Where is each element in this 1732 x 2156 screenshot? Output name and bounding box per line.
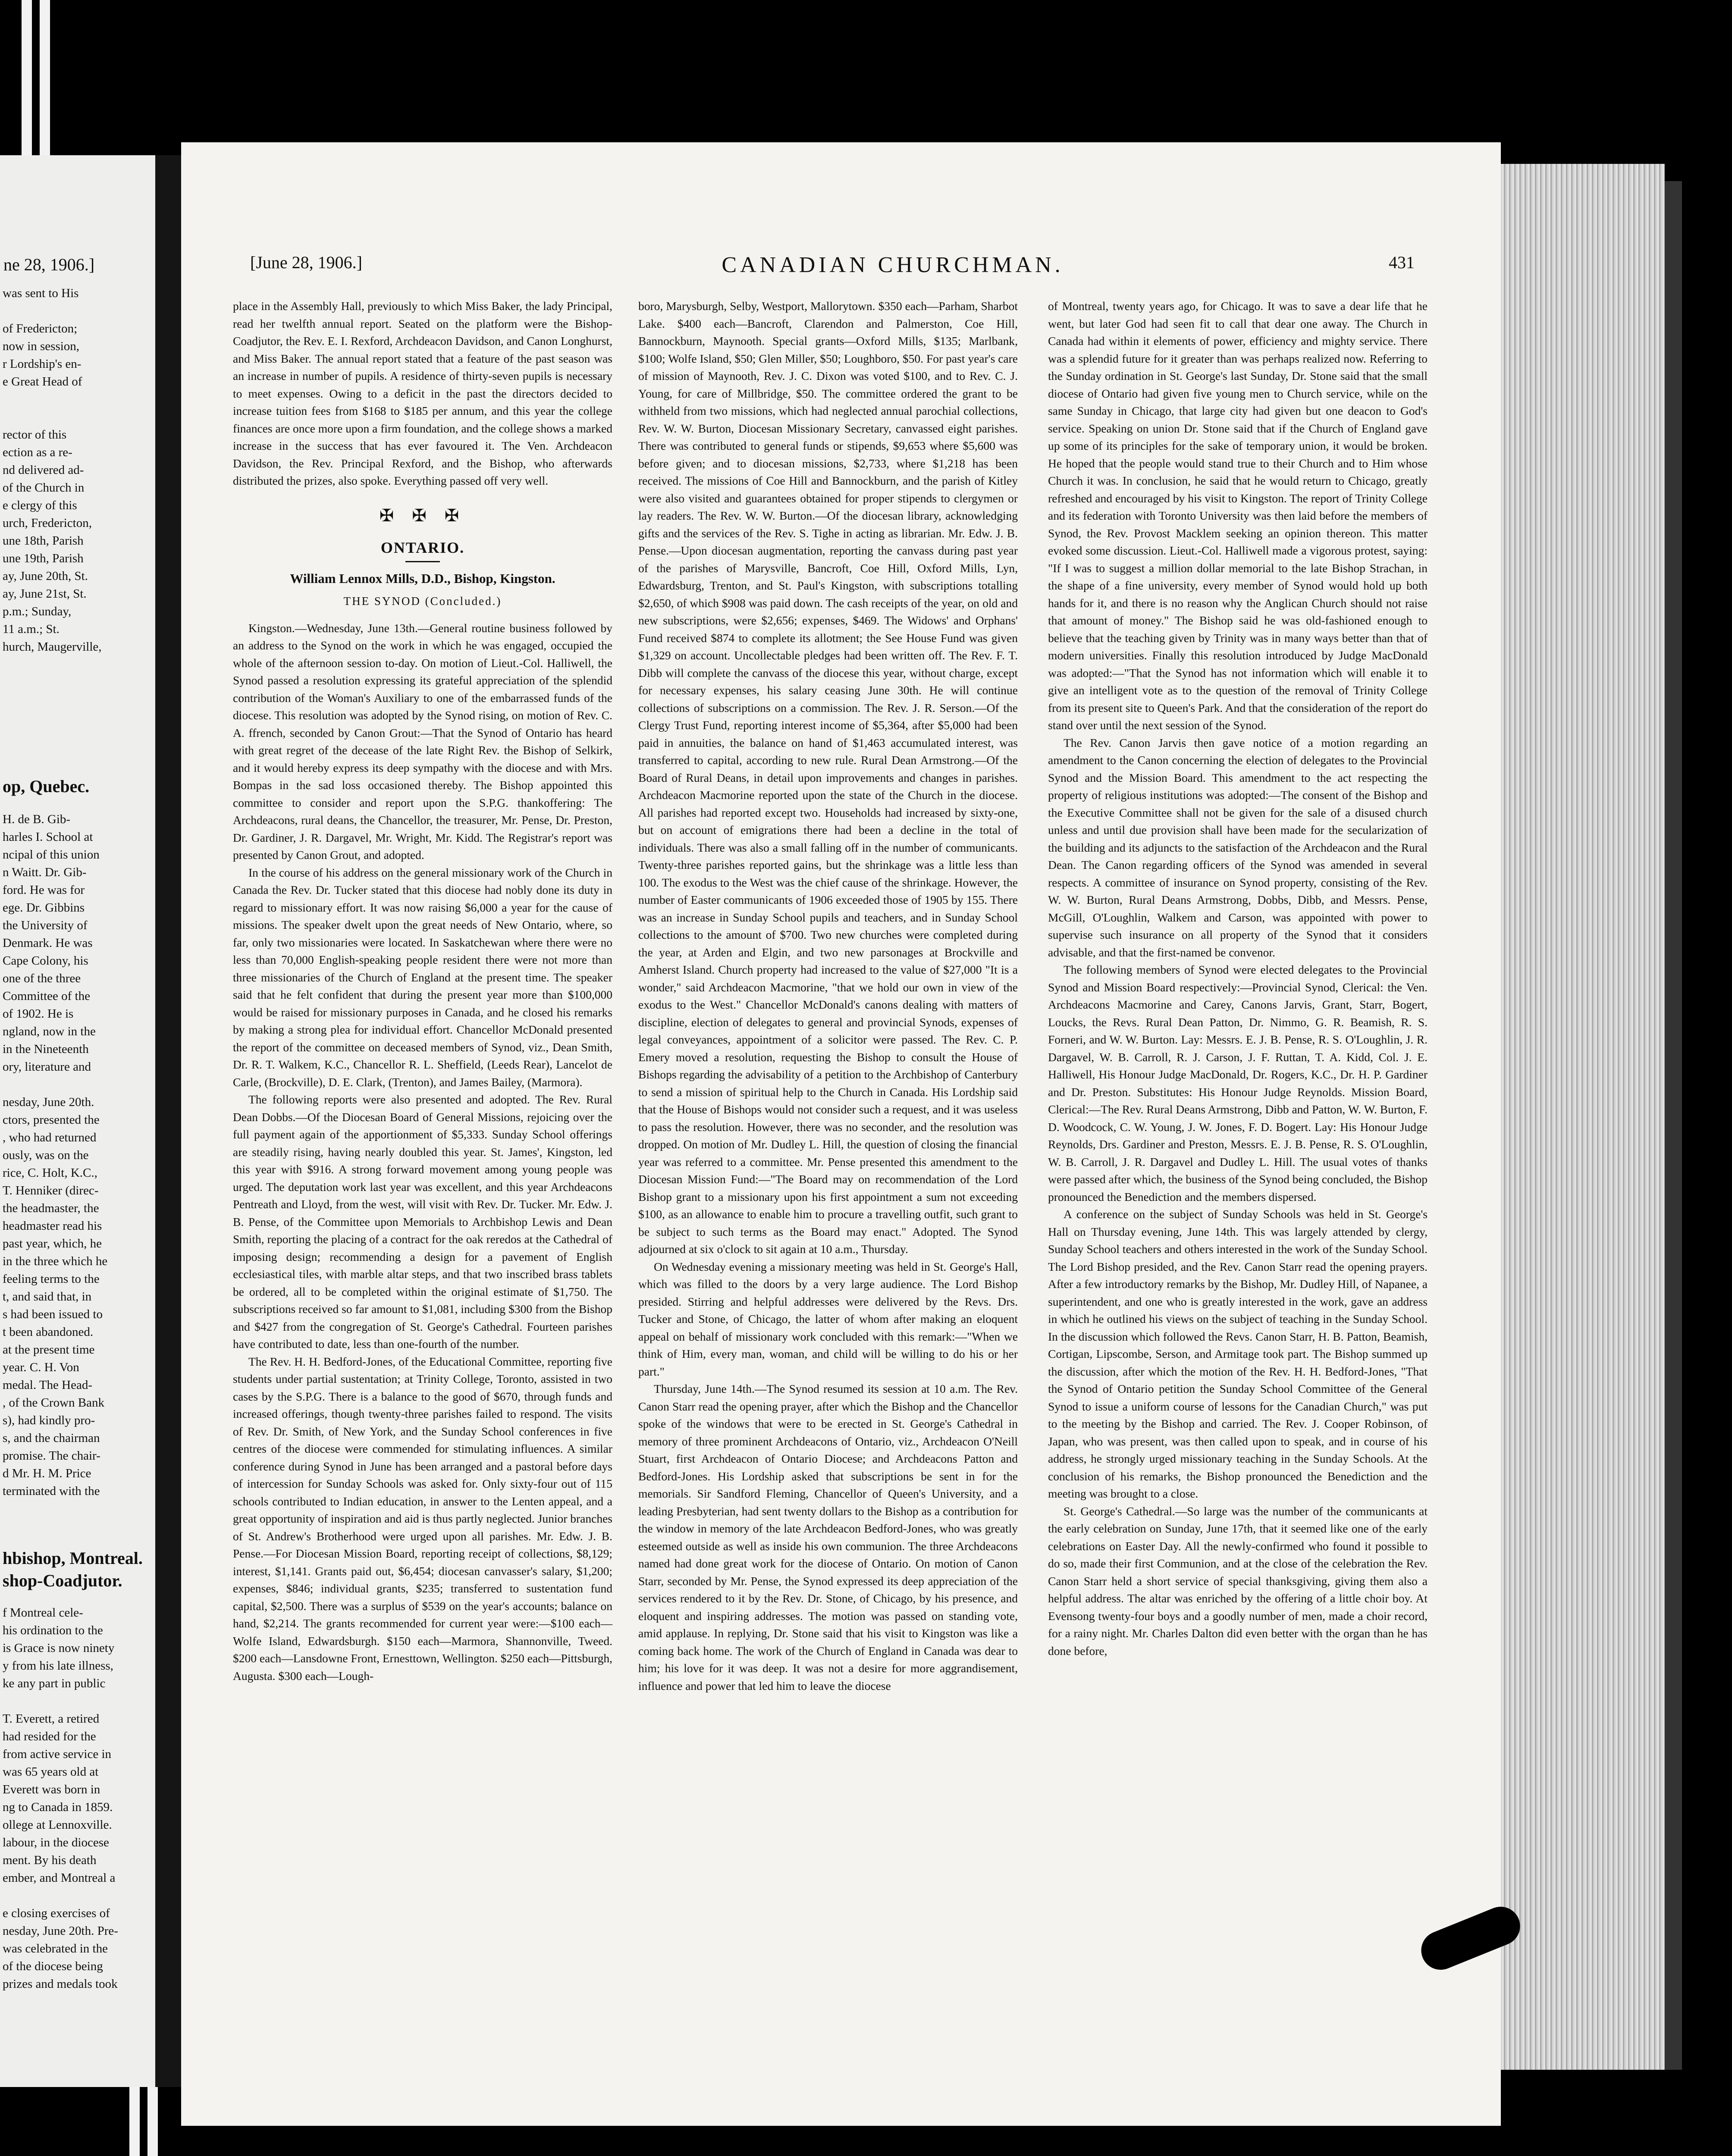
facing-page-line: ollege at Lennoxville. <box>3 1818 112 1832</box>
facing-page-line: prizes and medals took <box>3 1977 118 1991</box>
facing-page-line: hurch, Maugerville, <box>3 640 102 654</box>
facing-page-line: une 18th, Parish <box>3 534 84 548</box>
facing-page-line: year. C. H. Von <box>3 1360 79 1374</box>
facing-page-header: ne 28, 1906.] <box>3 255 95 274</box>
facing-page-line: one of the three <box>3 971 81 985</box>
facing-page-line: was 65 years old at <box>3 1765 99 1779</box>
book-page-edges <box>1501 164 1665 2070</box>
article-paragraph: Kingston.—Wednesday, June 13th.—General routine business followed by an address to the Synod on the work in which he was engaged, occupied the whole of the afternoon session to-day. On motion of Lieut.-Col. Halliwell, the Synod passed a resolution expressing its grateful appreciation of the splendid contribution of the Woman's Auxiliary to one of the embarrassed funds of the diocese. This resolution was adopted by the Synod rising, on motion of Rev. C. A. ffrench, seconded by Canon Grout:—That the Synod of Ontario has heard with great regret of the decease of the late Right Rev. the Bishop of Selkirk, and it would hereby express its deep sympathy with the diocese and with Mrs. Bompas in the sad loss occasioned thereby. The Bishop appointed this committee to consider and report upon the S.P.G. thankoffering: The Archdeacons, rural deans, the Chancellor, the treasurer, Mr. Pense, Dr. Preston, Dr. Gardiner, J. R. Dargavel, Mr. Wright, Mr. Kidd. The Registrar's report was presented by Canon Grout, and adopted. <box>233 621 612 862</box>
section-heading-ontario: ONTARIO. <box>380 539 465 556</box>
facing-page-line: 11 a.m.; St. <box>3 622 60 636</box>
article-paragraph: The following reports were also presented and adopted. The Rev. Rural Dean Dobbs.—Of the Diocesan Board of General Missions, rejoicing over the full payment again of the apportionment of $5,333. Sunday School offerings are steadily rising, having nearly doubled this year. St. James', Kingston, led this year with $916. A strong forward movement among young people was urged. The deputation work last year was excellent, and this year Archdeacons Pentreath and Lloyd, from the west, will visit with Rev. Dr. Tucker. Mr. Edw. J. B. Pense, of the Committee upon Memorials to Archbishop Lewis and Dean Smith, reporting the placing of a contract for the oak reredos at the Cathedral of imposing design; recommending a design for a pavement of English ecclesiastical tiles, with marble altar steps, and that two inscribed brass tablets be ordered, all to be completed within the original estimate of $1,750. The subscriptions received so far amount to $1,081, including $300 from the Bishop and $427 from the congregation of St. George's Cathedral. Fourteen parishes have contributed to date, less than one-fourth of the number. <box>233 1093 612 1351</box>
facing-page-line: e Great Head of <box>3 375 82 389</box>
facing-page-line: s had been issued to <box>3 1307 103 1321</box>
facing-page-line: rice, C. Holt, K.C., <box>3 1166 97 1180</box>
facing-page-line: y from his late illness, <box>3 1659 113 1673</box>
article-paragraph: A conference on the subject of Sunday Schools was held in St. George's Hall on Thursday evening, June 14th. This was largely attended by clergy, Sunday School teachers and others interested in the work of the Sunday School. The Lord Bishop presided, and the Rev. Canon Starr read the opening prayers. After a few introductory remarks by the Bishop, Mr. Dudley Hill, of Napanee, a superintendent, and one who is greatly interested in the work, gave an address in which he outlined his views on the subject of teaching in the Sunday School. In the discussion which followed the Revs. Canon Starr, H. B. Patton, Beamish, Cortigan, Lipscombe, Serson, and Armitage took part. The Bishop summed up the discussion, after which the motion of the Rev. H. H. Bedford-Jones, "That the Synod of Ontario petition the Sunday School Committee of the General Synod to issue a uniform course of lessons for the Canadian Church," was put to the meeting by the Bishop and carried. The Rev. J. Cooper Robinson, of Japan, who was present, was then called upon to speak, and in course of his address, he strongly urged missionary teaching in the Sunday Schools. At the conclusion of his remarks, the Bishop pronounced the Benediction and the meeting was brought to a close. <box>1048 1207 1428 1500</box>
article-paragraph: The Rev. H. H. Bedford-Jones, of the Educational Committee, reporting five students under partial sustentation; at Trinity College, Toronto, assisted in two cases by the S.P.G. There is a balance to the good of $670, through funds and increased offerings, though twenty-three parishes failed to respond. The visits of Rev. Dr. Smith, of New York, and the Sunday School conferences in five centres of the diocese were commended for stimulating influences. A similar conference during Synod in June has been arranged and a pastoral before days of intercession for Sunday Schools was asked for. Only sixty-four out of 115 schools contributed to Indian education, in answer to the Lenten appeal, and a great opportunity of inspiration and aid is thus partly neglected. Junior branches of St. Andrew's Brotherhood were urged upon all parishes. Mr. Edw. J. B. Pense.—For Diocesan Mission Board, reporting receipt of collections, $8,129; interest, $1,141. Grants paid out, $6,454; diocesan canvasser's salary, $1,200; expenses, $846; individual grants, $235; transferred to sustentation fund capital, $2,500. There was a surplus of $539 on the year's accounts; balance on hand, $2,214. The grants recommended for current year were:—$100 each—Wolfe Island, Edwardsburgh. $150 each—Marmora, Shannonville, Tweed. $200 each—Lansdowne Front, Ernesttown, Wellington. $250 each—Pittsburgh, Augusta. $300 each—Lough- <box>233 1354 612 1683</box>
facing-page-line: ke any part in public <box>3 1677 106 1690</box>
facing-page-line: T. Henniker (direc- <box>3 1184 99 1197</box>
facing-page-heading-montreal: hbishop, Montreal. <box>3 1548 143 1568</box>
facing-page-line: labour, in the diocese <box>3 1836 109 1849</box>
running-head <box>181 252 1501 278</box>
facing-page-line: the headmaster, the <box>3 1201 99 1215</box>
facing-page-line: nesday, June 20th. Pre- <box>3 1924 118 1938</box>
facing-page-line: ory, literature and <box>3 1060 91 1074</box>
facing-page-fragment <box>0 155 155 2087</box>
article-paragraph: The following members of Synod were elected delegates to the Provincial Synod and Mission Board respectively:—Provincial Synod, Clerical: the Ven. Archdeacons Macmorine and Carey, Canons Jarvis, Grant, Starr, Bogert, Loucks, the Revs. Rural Dean Patton, Dr. Nimmo, G. R. Beamish, R. S. Forneri, and W. W. Burton. Lay: Messrs. E. J. B. Pense, R. S. O'Loughlin, J. R. Dargavel, W. B. Carroll, R. J. Carson, J. F. Ruttan, T. A. Kidd, Col. J. E. Halliwell, His Honour Judge MacDonald, Dr. Rogers, K.C., Dr. H. P. Gardiner and Dr. Preston. Substitutes: His Honour Judge Reynolds. Mission Board, Clerical:—The Rev. Rural Deans Armstrong, Dibb and Patton, W. W. Burton, F. D. Woodcock, C. W. Young, J. W. Jones, F. D. Bogert. Lay: His Honour Judge Reynolds, Drs. Gardiner and Preston, Messrs. E. J. B. Pense, R. S. O'Loughlin, W. B. Carroll, J. R. Dargavel and Dudley L. Hill. The usual votes of thanks were passed after which, the business of the Synod being concluded, the Bishop pronounced the Benediction and the members dispersed. <box>1048 963 1428 1203</box>
article-paragraph: St. George's Cathedral.—So large was the number of the communicants at the early celebration on Sunday, June 17th, that it seemed like one of the early celebrations on Easter Day. All the newly-confirmed who found it possible to do so, made their first Communion, and at the close of the celebration the Rev. Canon Starr held a short service of special thanksgiving, giving them also a helpful address. The altar was enriched by the offering of a little choir boy. At Evensong twenty-four boys and a goodly number of men, made a choir record, for a rainy night. Mr. Charles Dalton did even better with the organ than he has done before, <box>1048 1504 1428 1658</box>
facing-page-line: ay, June 20th, St. <box>3 569 88 583</box>
article-paragraph: place in the Assembly Hall, previously to which Miss Baker, the lady Principal, read her twelfth annual report. Seated on the platform were the Bishop-Coadjutor, the Rev. E. I. Rexford, Archdeacon Davidson, and Canon Longhurst, and Miss Baker. The annual report stated that a feature of the past season was an increase in number of pupils. A residence of thirty-seven pupils is necessary to meet expenses. Owing to a deficit in the past the directors decided to increase tuition fees from $168 to $185 per annum, and this year the college finances are once more upon a firm foundation, and the college shows a marked increase in the success that has ever favoured it. The Ven. Archdeacon Davidson, the Rev. Principal Rexford, and the Bishop, who afterwards distributed the prizes, also spoke. Everything passed off very well. <box>233 299 612 487</box>
facing-page-line: feeling terms to the <box>3 1272 100 1286</box>
facing-page-line: H. de B. Gib- <box>3 812 71 826</box>
facing-page-line: rector of this <box>3 428 67 442</box>
article-paragraph: Thursday, June 14th.—The Synod resumed its session at 10 a.m. The Rev. Canon Starr read the opening prayer, after which the Bishop and the Chancellor spoke of the windows that were to be erected in St. George's Cathedral in memory of three prominent Archdeacons of Ontario, viz., Archdeacon O'Neill Stuart, first Archdeacon of Ontario Diocese; and Archdeacons Patton and Bedford-Jones. His Lordship asked that subscriptions be sent in for the memorials. Sir Sandford Fleming, Chancellor of Queen's University, and a leading Presbyterian, had sent twenty dollars to the Bishop as a contribution for the window in memory of the late Archdeacon Bedford-Jones, who was greatly esteemed outside as well as inside his own communion. The three Archdeacons named had done great work for the diocese of Ontario. On motion of Canon Starr, seconded by Mr. Pense, the Synod expressed its deep appreciation of the services rendered to it by the Rev. Dr. Stone, of Chicago, by his presence, and eloquent and inspiring addresses. The motion was passed on standing vote, amid applause. In replying, Dr. Stone said that his visit to Kingston was like a coming back home. The work of the Church of England in Canada was dear to him; his love for it was deep. It was not a desire for more aggrandisement, influence and power that led him to leave the diocese <box>638 1382 1018 1692</box>
section-ornament: ✠ ✠ ✠ <box>379 505 466 525</box>
section-bishop-line: William Lennox Mills, D.D., Bishop, Kingston. <box>290 570 555 586</box>
article-paragraph: The Rev. Canon Jarvis then gave notice of a motion regarding an amendment to the Canon concerning the election of delegates to the Provincial Synod and the Mission Board. This amendment to the act respecting the property of religious institutions was adopted:—The consent of the Bishop and the Executive Committee shall not be given for the sale of a disused church unless and until due provision shall have been made for the secularization of the building and its adjuncts to the satisfaction of the Archdeacon and the Rural Dean. The Canon regarding officers of the Synod was amended in several respects. A committee of insurance on Synod property, consisting of the Rev. W. W. Burton, Rural Deans Armstrong, Dobbs, Dibb, and Messrs. Pense, McGill, O'Loughlin, Walkem and Carson, was appointed with power to supervise such insurance on all property of the Synod that it considers advisable, and that the first-named be convenor. <box>1048 736 1428 959</box>
book-edge-shadow <box>1665 181 1682 2070</box>
facing-page-line: s), had kindly pro- <box>3 1413 95 1427</box>
facing-page-line: ment. By his death <box>3 1853 97 1867</box>
article-paragraph: of Montreal, twenty years ago, for Chicago. It was to save a dear life that he went, but later God had seen fit to call that dear one away. The Church in Canada had within it elements of power, efficiency and mighty service. There was a splendid future for it greater than was perhaps realized now. Referring to the Sunday ordination in St. George's last Sunday, Dr. Stone said that the small diocese of Ontario had given five young men to Church service, while on the same Sunday in Chicago, that large city had given but one deacon to God's service. Speaking on union Dr. Stone said that if the Church of England gave up some of its principles for the sake of temporary union, it would be broken. He hoped that the people would stand true to their Church and to Him whose Church it was. In conclusion, he said that he would return to Chicago, greatly refreshed and encouraged by his visit to Kingston. The report of Trinity College and its federation with Toronto University was then laid before the members of Synod, the Rev. Provost Macklem seeking an opinion thereon. This matter evoked some discussion. Lieut.-Col. Halliwell made a vigorous protest, saying: "If I was to suggest a million dollar memorial to the late Bishop Strachan, in the shape of a fine university, every member of Synod would hold up both hands for it, and there is no reason why the Anglican Church should not raise that amount of money." The Bishop said he was old-fashioned enough to believe that the teaching given by Trinity was in many ways better than that of modern universities. Finally this resolution introduced by Judge MacDonald was adopted:—"That the Synod has not information which will enable it to give an intelligent vote as to the question of the removal of Trinity College from its present site to Queen's Park. And that the consideration of the report do stand over until the next session of the Synod. <box>1048 299 1428 732</box>
facing-page-line: ng to Canada in 1859. <box>3 1800 113 1814</box>
facing-page-line: promise. The chair- <box>3 1449 100 1463</box>
facing-page-heading-montreal-2: shop-Coadjutor. <box>3 1571 122 1590</box>
facing-page-line: was sent to His <box>3 286 79 300</box>
facing-page-line: ay, June 21st, St. <box>3 587 87 601</box>
facing-page-line: nesday, June 20th. <box>3 1095 94 1109</box>
facing-page-line: urch, Fredericton, <box>3 516 92 530</box>
facing-page-line: nd delivered ad- <box>3 463 84 477</box>
column-1 <box>233 298 612 1685</box>
facing-page-line: ctors, presented the <box>3 1113 100 1127</box>
facing-page-line: ford. He was for <box>3 883 85 897</box>
facing-page-line: his ordination to the <box>3 1623 103 1637</box>
facing-page-line: t, and said that, in <box>3 1290 92 1304</box>
issue-date: [June 28, 1906.] <box>250 253 362 272</box>
facing-page-line: terminated with the <box>3 1484 100 1498</box>
facing-page-heading-quebec: op, Quebec. <box>3 777 90 796</box>
book-gutter <box>155 155 181 2087</box>
facing-page-line: of the Church in <box>3 481 85 495</box>
facing-page-line: ously, was on the <box>3 1148 89 1162</box>
facing-page-line: p.m.; Sunday, <box>3 605 72 618</box>
facing-page-line: harles I. School at <box>3 830 93 844</box>
facing-page-line: in the Nineteenth <box>3 1042 89 1056</box>
facing-page-line: t been abandoned. <box>3 1325 94 1339</box>
facing-page-line: une 19th, Parish <box>3 552 84 565</box>
facing-page-line: T. Everett, a retired <box>3 1712 100 1726</box>
heading-rule <box>405 561 440 562</box>
facing-page-line: had resided for the <box>3 1730 96 1743</box>
article-paragraph: On Wednesday evening a missionary meeting was held in St. George's Hall, which was filled to the doors by a very large audience. The Lord Bishop presided. Stirring and helpful addresses were delivered by the Revs. Drs. Tucker and Stone, of Chicago, the latter of whom after making an eloquent appeal on behalf of missionary work concluded with this remark:—"When we think of Him, every man, woman, and child will be willing to do his or her part." <box>638 1260 1018 1378</box>
facing-page-line: Denmark. He was <box>3 936 93 950</box>
facing-page-line: is Grace is now ninety <box>3 1641 115 1655</box>
column-2 <box>638 298 1018 1695</box>
facing-page-line: from active service in <box>3 1747 112 1761</box>
facing-page-line: Committee of the <box>3 989 90 1003</box>
facing-page-line: of Fredericton; <box>3 322 78 335</box>
newspaper-page <box>181 142 1501 2126</box>
facing-page-line: at the present time <box>3 1343 95 1357</box>
facing-page-line: , of the Crown Bank <box>3 1396 104 1410</box>
facing-page-line: of the diocese being <box>3 1959 103 1973</box>
article-paragraph: In the course of his address on the general missionary work of the Church in Canada the Rev. Dr. Tucker stated that this diocese had nobly done its duty in regard to missionary effort. It was now raising $6,000 a year for the cause of missions. The speaker dwelt upon the great needs of New Ontario, where, so far, only two missionaries were located. In Saskatchewan where there were no less than 70,000 English-speaking people resident there were not more than three missionaries of the Church of England at the present time. The speaker said that he felt confident that during the present year more than $100,000 would be raised for missionary purposes in Canada, and he closed his remarks by making a strong plea for individual effort. Chancellor McDonald presented the report of the committee on deceased members of Synod, viz., Dean Smith, Dr. R. T. Walkem, K.C., Chancellor R. L. Sheffield, (Leeds Rear), Lancelot de Carle, (Brockville), D. E. Clark, (Trenton), and James Bailey, (Marmora). <box>233 865 612 1089</box>
facing-page-line: headmaster read his <box>3 1219 102 1233</box>
facing-page-line: ection as a re- <box>3 445 72 459</box>
article-paragraph: boro, Marysburgh, Selby, Westport, Mallorytown. $350 each—Parham, Sharbot Lake. $400 each—Bancroft, Clarendon and Palmerston, Coe Hill, Bannockburn, Maynooth. Special grants—Oxford Mills, $135; Marlbank, $100; Wolfe Island, $50; Glen Miller, $50; Loughboro, $50. For past year's care of mission of Maynooth, Rev. J. C. Dixon was voted $100, and to Rev. C. J. Young, for care of Millbridge, $50. The committee ordered the grant to be withheld from two missions, which had neglected annual parochial collections, Rev. W. W. Burton, Diocesan Missionary Secretary, canvassed eight parishes. There was contributed to general funds or stipends, $9,653 where $5,600 was before given; and to diocesan missions, $2,733, where $1,218 has been received. The missions of Coe Hill and Bannockburn, and the parish of Kitley were also visited and guarantees obtained for proper stipends to clergymen or lay readers. The Rev. W. W. Burton.—Of the diocesan library, acknowledging gifts and the services of the Rev. S. Tighe in acting as librarian. Mr. Edw. J. B. Pense.—Upon diocesan augmentation, reporting the canvass during past year of the parishes of Marysville, Bancroft, Coe Hill, Oxford Mills, Lyn, Edwardsburg, Trenton, and St. Paul's Kingston, with subscriptions totalling $2,650, of which $908 was paid down. The cash receipts of the year, on old and new subscriptions, were $2,656; expenses, $469. The Widows' and Orphans' Fund received $874 to complete its allotment; the See House Fund was given $1,329 on account. Uncollectable pledges had been written off. The Rev. F. T. Dibb will complete the canvass of the diocese this year, without charge, except for necessary expenses, his salary ceasing June 30th. He will continue collections of subscriptions on a commission. The Rev. J. R. Serson.—Of the Clergy Trust Fund, reporting interest income of $5,364, after $5,000 had been paid in annuities, the balance on hand of $1,463 accumulated interest, was transferred to capital, according to new rule. Rural Dean Armstrong.—Of the Board of Rural Deans, in detail upon improvements and changes in parishes. Archdeacon Macmorine reported upon the state of the Church in the diocese. All parishes had reported except two. Households had increased by sixty-one, but on account of emigrations there had been a decline in the total of individuals. There was also a small falling off in the number of communicants. Twenty-three parishes reported gains, but the shrinkage was a little less than 100. The exodus to the West was the chief cause of the shrinkage. However, the number of Easter communicants of 1906 exceeded those of 1905 by 155. There was an increase in Sunday School pupils and teachers, and in Sunday School collections to the amount of $700. Two new churches were completed during the year, at Arden and Elgin, and two new parsonages at Brockville and Amherst Island. Church property had increased to the value of $27,000 "It is a wonder," said Archdeacon Macmorine, "that we hold our own in view of the exodus to the West." Chancellor McDonald's canons dealing with matters of discipline, election of delegates to general and provincial Synods, expenses of legal conveyances, appointment of a solicitor were passed. The Rev. C. P. Emery moved a resolution, requesting the Bishop to consult the House of Bishops regarding the advisability of a petition to the Archbishop of Canterbury to send a mission of spiritual help to the Church in Canada. His Lordship said that the House of Bishops would not consider such a request, and it was useless to pass the resolution. However, there was no seconder, and the resolution was dropped. On motion of Mr. Dudley L. Hill, the question of closing the financial year was referred to a committee. Mr. Pense presented this amendment to the Diocesan Mission Fund:—"The Board may on recommendation of the Lord Bishop grant to a missionary upon his first appointment a sum not exceeding $100, as an allowance to enable him to procure a travelling outfit, such grant to be subject to such terms as the Board may enact." Adopted. The Synod adjourned at six o'clock to sit again at 10 a.m., Thursday. <box>638 299 1018 1256</box>
facing-page-line: Everett was born in <box>3 1783 100 1796</box>
facing-page-line: now in session, <box>3 339 80 353</box>
facing-page-line: r Lordship's en- <box>3 357 82 371</box>
facing-page-line: medal. The Head- <box>3 1378 93 1392</box>
facing-page-line: n Waitt. Dr. Gib- <box>3 865 87 879</box>
facing-page-line: past year, which, he <box>3 1237 102 1250</box>
section-subheading: THE SYNOD (Concluded.) <box>343 595 502 608</box>
facing-page-line: ncipal of this union <box>3 848 100 862</box>
facing-page-line: e clergy of this <box>3 498 77 512</box>
page-number: 431 <box>1389 253 1415 272</box>
facing-page-line: d Mr. H. M. Price <box>3 1467 91 1480</box>
facing-page-line: in the three which he <box>3 1254 108 1268</box>
facing-page-line: e closing exercises of <box>3 1906 110 1920</box>
column-3 <box>1048 298 1428 1660</box>
facing-page-line: ember, and Montreal a <box>3 1871 116 1885</box>
facing-page-line: f Montreal cele- <box>3 1606 83 1620</box>
facing-page-line: of 1902. He is <box>3 1007 74 1021</box>
facing-page-line: ngland, now in the <box>3 1025 96 1038</box>
facing-page-line: Cape Colony, his <box>3 954 88 968</box>
facing-page-line: the University of <box>3 918 88 932</box>
facing-page-line: s, and the chairman <box>3 1431 100 1445</box>
facing-page-line: ege. Dr. Gibbins <box>3 901 85 915</box>
facing-page-line: was celebrated in the <box>3 1942 108 1955</box>
facing-page-line: , who had returned <box>3 1131 97 1144</box>
masthead-title: CANADIAN CHURCHMAN. <box>722 253 1064 277</box>
